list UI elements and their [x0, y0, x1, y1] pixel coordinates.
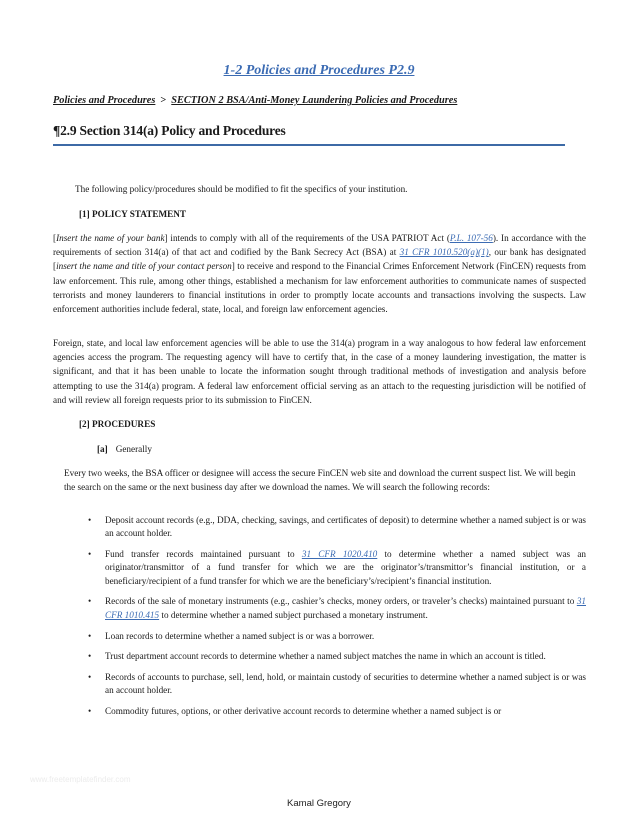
footer-author: Kamal Gregory [287, 798, 351, 809]
subheading-label: Generally [115, 444, 152, 454]
bullet-icon: • [88, 549, 92, 560]
document-title: 1-2 Policies and Procedures P2.9 [223, 63, 415, 78]
policy-paragraph-2: Foreign, state, and local law enforcement agencies will be able to use the 314(a) program in a way analogous to how federal law enforcement agencies access the program. The requesting agency will have to certify that, in the case of a money laundering investigation, the matter is significant, and that it has been unable to locate the information sought through traditional methods of investigation and analysis before attempting to use the 314(a) program. A federal law enforcement official serving as an attach to the requesting jurisdiction will be notified of and will review all foreign requests prior to its submission to FinCEN. [53, 338, 586, 405]
bullet-icon: • [88, 672, 92, 683]
list-item: • Commodity futures, options, or other derivative account records to determine whether a named subject is or [88, 705, 586, 718]
intro-paragraph: The following policy/procedures should be modified to fit the specifics of your institution. [75, 184, 408, 194]
breadcrumb-link-section2[interactable]: SECTION 2 BSA/Anti-Money Laundering Policies and Procedures [171, 95, 458, 106]
breadcrumb [53, 95, 457, 106]
section-heading: ¶2.9 Section 314(a) Policy and Procedures [53, 123, 565, 146]
bullet-icon: • [88, 630, 92, 641]
link-31cfr-1010-520[interactable]: 31 CFR 1010.520(a)(1) [399, 247, 489, 258]
list-item: • Records of accounts to purchase, sell, lend, hold, or maintain custody of securities to determine whether a named subject is or was an account holder. [88, 672, 586, 696]
procedures-heading: [2] PROCEDURES [79, 419, 156, 429]
bullet-icon: • [88, 651, 92, 662]
link-31cfr-1020-410[interactable]: 31 CFR 1020.410 [301, 549, 378, 560]
bullet-icon: • [88, 515, 92, 525]
list-item: • Trust department account records to determine whether a named subject matches the name in which an account is titled. [88, 650, 586, 663]
list-item: • Fund transfer records maintained pursuant to 31 CFR 1020.410 to determine whether a named subject was an originator/transmittor of a fund transfer for which we are the originator’s/transmittor’s financial institution, or a beneficiary/recipient of a fund transfer for which we are the beneficiary’s/recipient’s financial institution. [88, 549, 586, 586]
policy-statement-heading: [1] POLICY STATEMENT [79, 209, 187, 219]
bullet-icon: • [88, 706, 92, 717]
link-31cfr-1010-415[interactable]: 31 CFR 1010.415 [105, 596, 586, 620]
list-item: • Deposit account records (e.g., DDA, checking, savings, and certificates of deposit) to determine whether a named subject is or was an account holder. [88, 515, 586, 539]
bullet-icon: • [88, 596, 92, 607]
watermark: www.freetemplatefinder.com [30, 775, 131, 784]
link-pl-107-56[interactable]: P.L. 107-56 [449, 233, 493, 243]
records-bullet-list [88, 514, 586, 726]
breadcrumb-separator: > [160, 95, 167, 106]
procedures-paragraph: Every two weeks, the BSA officer or designee will access the secure FinCEN web site and download the current suspect list. We will begin the search on the same or the next business day after we download the names. We will search the following records: [64, 468, 576, 493]
procedures-subheading [97, 444, 152, 454]
policy-paragraph-1: [Insert the name of your bank] intends to comply with all of the requirements of the USA PATRIOT Act (P.L. 107-56). In accordance with the requirements of section 314(a) of that act and codified by the Bank Secrecy Act (BSA) at 31 CFR 1010.520(a)(1), our bank has designated [insert the name and title of your contact person] to receive and respond to the Financial Crimes Enforcement Network (FinCEN) requests from law enforcement. This rule, among other things, established a mechanism for law enforcement authorities to communicate names of suspected terrorists and money launderers to financial institutions in order to promptly locate accounts and transactions involving the suspects. Law enforcement authorities include federal, state, local, and foreign law enforcement agencies. [53, 233, 586, 315]
breadcrumb-link-policies[interactable]: Policies and Procedures [53, 95, 156, 106]
list-item: • Records of the sale of monetary instruments (e.g., cashier’s checks, money orders, or traveler’s checks) maintained pursuant to 31 CFR 1010.415 to determine whether a named subject purchased a monetary instrument. [88, 596, 586, 620]
subheading-marker: [a] [97, 444, 108, 454]
list-item: • Loan records to determine whether a named subject is or was a borrower. [88, 630, 586, 643]
